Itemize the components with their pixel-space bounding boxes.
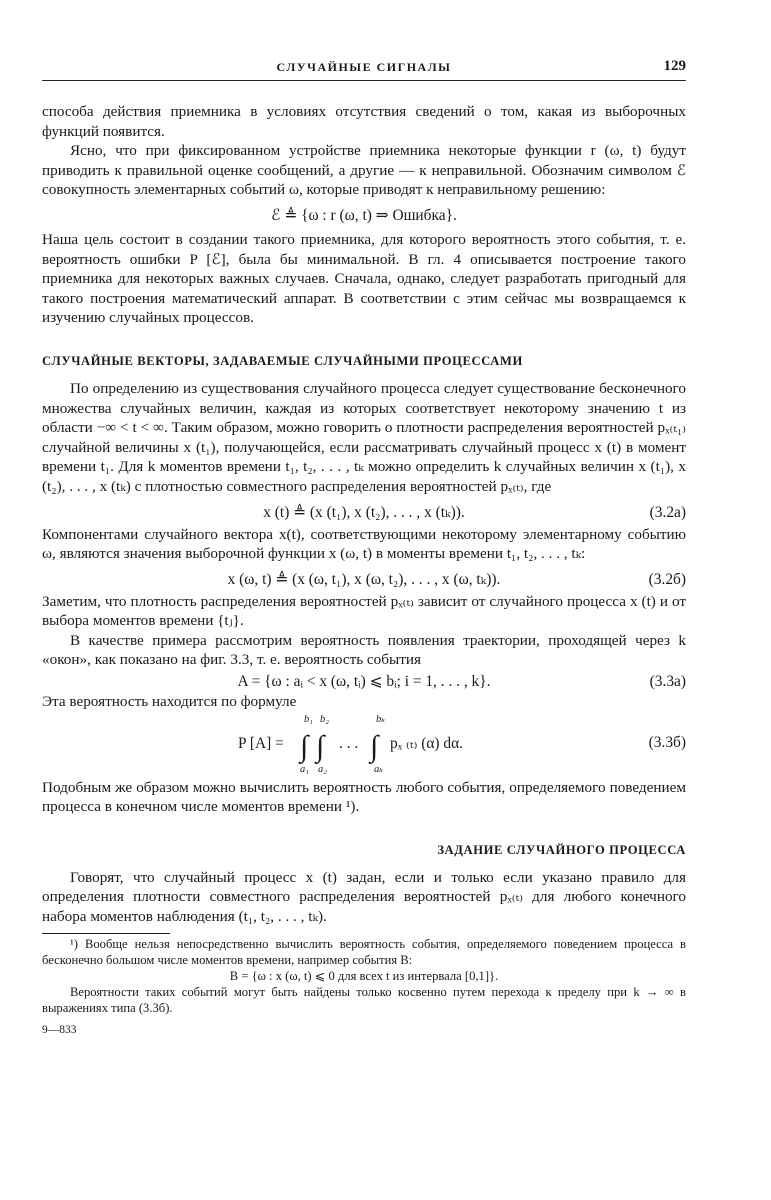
equation-error-event: [42, 206, 686, 226]
integral-dots: . . .: [339, 734, 359, 752]
equation-3-3b: [42, 712, 686, 774]
equation-3-3a-formula: A = {ω : aᵢ < x (ω, tᵢ) ⩽ bᵢ; i = 1, . . . , k}.: [237, 673, 491, 691]
integral-sign-2: ∫: [316, 729, 325, 763]
section-heading-random-vectors: СЛУЧАЙНЫЕ ВЕКТОРЫ, ЗАДАВАЕМЫЕ СЛУЧАЙНЫМИ ПРОЦЕССАМИ: [42, 353, 523, 368]
equation-3-3b-formula: [238, 712, 538, 774]
paragraph-formula-intro: Эта вероятность находится по формуле: [42, 693, 297, 711]
paragraph-error-events: Ясно, что при фиксированном устройстве приемника некоторые функции r (ω, t) будут приводить к правильной оценке сообщений, а другие — к неправильной. Обозначим символом ℰ совокупность элементарных событий ω, которые приводят к неправильному решению:: [42, 142, 686, 199]
equation-3-2b: [42, 570, 686, 590]
section-heading-process-definition: ЗАДАНИЕ СЛУЧАЙНОГО ПРОЦЕССА: [437, 842, 686, 857]
footnote-rule: [42, 933, 170, 934]
equation-3-2a-number: (3.2а): [649, 503, 686, 521]
equation-3-2a-formula: x (t) ≜ (x (t₁), x (t₂), . . . , x (tₖ)).: [263, 503, 465, 521]
running-title: СЛУЧАЙНЫЕ СИГНАЛЫ: [276, 60, 452, 74]
running-header: [42, 58, 686, 81]
paragraph-example-windows: В качестве примера рассмотрим вероятность появления траектории, проходящей через k «окон», как показано на фиг. 3.3, т. е. вероятность события: [42, 631, 686, 669]
integral-sign-1: ∫: [300, 729, 309, 763]
integral-sign-k: ∫: [370, 729, 379, 763]
equation-3-3a-number: (3.3а): [649, 673, 686, 691]
paragraph-vector-components: Компонентами случайного вектора x(t), соответствующими некоторому элементарному событию ω, являются значения выборочной функции x (ω, t) в моменты времени t₁, t₂, . . . , tₖ:: [42, 525, 686, 563]
equation-3-3b-lhs: P [A] =: [238, 734, 284, 752]
equation-3-3a: [42, 672, 686, 692]
upper-limit-1: b₁: [304, 713, 313, 725]
paragraph-any-event: Подобным же образом можно вычислить вероятность любого события, определяемого поведением процесса в конечном числе моментов времени ¹).: [42, 778, 686, 816]
equation-3-2b-formula: x (ω, t) ≜ (x (ω, t₁), x (ω, t₂), . . . , x (ω, tₖ)).: [227, 570, 501, 588]
equation-3-3b-integrand: pₓ ₍ₜ₎ (α) dα.: [390, 734, 463, 752]
paragraph-goal: Наша цель состоит в создании такого приемника, для которого вероятность этого события, т. е. вероятность ошибки P [ℰ], была бы минимальной. В гл. 4 описывается построение такого приемника для некоторых важных случаев. Сначала, однако, следует разработать пригодный для такого построения математический аппарат. В соответствии с этим сейчас мы возвращаемся к изучению случайных процессов.: [42, 230, 686, 327]
footnote-1-text: ¹) Вообще нельзя непосредственно вычислить вероятность события, определяемого поведением процесса в бесконечно большом числе моментов времени, например события B:: [42, 936, 686, 967]
lower-limit-1: a₁: [300, 763, 309, 774]
paragraph-random-variables: По определению из существования случайного процесса следует существование бесконечного множества случайных величин, каждая из которых соответствует некоторому значению t из области −∞ < t < ∞. Таким образом, можно говорить о плотности распределения вероятностей pₓ₍ₜ₁₎ случайной величины x (t₁), получающейся, если рассматривать случайный процесс x (t) в момент времени t₁. Для k моментов времени t₁, t₂, . . . , tₖ можно определить k случайных величин x (t₁), x (t₂), . . . , x (tₖ) с плотностью совместного распределения вероятностей pₓ₍ₜ₎, где: [42, 379, 686, 495]
paragraph-density-dependence: Заметим, что плотность распределения вероятностей pₓ₍ₜ₎ зависит от случайного процесса x (t) и от выбора моментов времени {tⱼ}.: [42, 592, 686, 630]
footnote-equation: B = {ω : x (ω, t) ⩽ 0 для всех t из интервала [0,1]}.: [229, 968, 499, 983]
upper-limit-2: b₂: [320, 713, 329, 725]
paragraph-process-specified: Говорят, что случайный процесс x (t) задан, если и только если указано правило для определения плотности совместного распределения вероятностей pₓ₍ₜ₎ для любого конечного набора моментов наблюдения (t₁, t₂, . . . , tₖ).: [42, 868, 686, 926]
footnote-1-continuation: Вероятности таких событий могут быть найдены только косвенно путем перехода к пределу при k → ∞ в выражениях типа (3.3б).: [42, 984, 686, 1015]
equation-error-formula: ℰ ≜ {ω : r (ω, t) ⇒ Ошибка}.: [271, 206, 457, 224]
page: [42, 58, 686, 1036]
paragraph-continuation: способа действия приемника в условиях отсутствия сведений о том, какая из выборочных функций появится.: [42, 103, 686, 140]
equation-3-2a: [42, 503, 686, 523]
upper-limit-k: bₖ: [376, 713, 386, 725]
lower-limit-k: aₖ: [374, 763, 384, 774]
lower-limit-2: a₂: [318, 763, 327, 774]
page-number: 129: [663, 58, 686, 74]
equation-3-3b-number: (3.3б): [648, 733, 686, 751]
printer-signature: 9—833: [42, 1023, 77, 1036]
equation-3-2b-number: (3.2б): [648, 570, 686, 588]
